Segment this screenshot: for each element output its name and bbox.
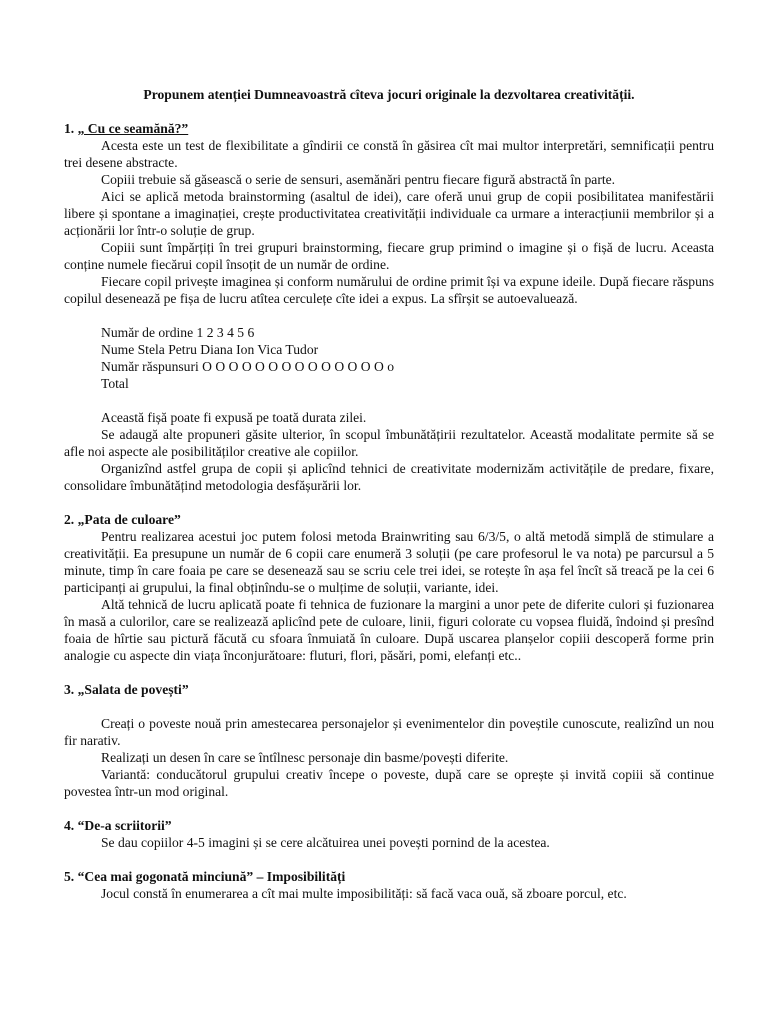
document-title: Propunem atenției Dumneavoastră cîteva jocuri originale la dezvoltarea creativității.: [143, 87, 635, 102]
paragraph: Fiecare copil privește imaginea și conform numărului de ordine primit își va expune ideile. După fiecare răspuns copilul desenează pe fișa de lucru atîtea cerculețe cîte idei a expus. La sfîrșit se autoevaluează.: [64, 274, 714, 306]
section-title: “De-a scriitorii”: [77, 818, 172, 833]
section-title: “Cea mai gogonată minciună” – Imposibilități: [77, 869, 346, 884]
paragraph: Creați o poveste nouă prin amestecarea personajelor și evenimentelor din poveștile cunoscute, realizînd un nou fir narativ.: [64, 716, 714, 748]
section-heading-3: [64, 681, 714, 698]
section-number: 3.: [64, 682, 78, 697]
worksheet-row-total: Total: [101, 376, 129, 391]
section-title: „ Cu ce seamănă?”: [77, 121, 189, 136]
section-number: 4.: [64, 818, 78, 833]
paragraph: Aici se aplică metoda brainstorming (asaltul de idei), care oferă unui grup de copii posibilitatea manifestării libere și spontane a imaginației, crește productivitatea creativității individuale ca urmare a interacțiunii membrilor și a acționării lor într-o soluție de grup.: [64, 189, 714, 238]
section-number: 1.: [64, 121, 78, 136]
document-page: [64, 86, 714, 902]
worksheet-row-order: Număr de ordine 1 2 3 4 5 6: [101, 325, 255, 340]
section-title: „Pata de culoare”: [77, 512, 181, 527]
section-number: 5.: [64, 869, 78, 884]
section-heading-5: [64, 868, 714, 885]
section-number: 2.: [64, 512, 78, 527]
section-heading-4: [64, 817, 714, 834]
section-heading-1: [64, 120, 714, 137]
section-heading-2: [64, 511, 714, 528]
paragraph: Această fișă poate fi expusă pe toată durata zilei.: [101, 410, 367, 425]
paragraph: Pentru realizarea acestui joc putem folosi metoda Brainwriting sau 6/3/5, o altă metodă simplă de stimulare a creativității. Ea presupune un număr de 6 copii care enumeră 3 soluții (pe care profesorul le va nota) pe parcursul a 5 minute, timp în care foaia pe care se desenează sau se scriu cele trei idei, se rotește în așa fel încît să treacă pe la cei 6 participanți ai grupului, la final obținîndu-se o mulțime de soluții, variante, idei.: [64, 529, 714, 595]
paragraph: Copiii trebuie să găsească o serie de sensuri, asemănări pentru fiecare figură abstractă în parte.: [101, 172, 616, 187]
worksheet-row-answers: Număr răspunsuri O O O O O O O O O O O O O O o: [101, 359, 394, 374]
paragraph: Organizînd astfel grupa de copii și aplicînd tehnici de creativitate modernizăm activitățile de predare, fixare, consolidare îmbunătățind metodologia desfășurării lor.: [64, 461, 714, 493]
paragraph: Jocul constă în enumerarea a cît mai multe imposibilități: să facă vaca ouă, să zboare porcul, etc.: [101, 886, 627, 901]
worksheet-table: [101, 324, 714, 392]
paragraph: Se dau copiilor 4-5 imagini și se cere alcătuirea unei povești pornind de la acestea.: [101, 835, 550, 850]
section-title: „Salata de povești”: [77, 682, 189, 697]
paragraph: Se adaugă alte propuneri găsite ulterior, în scopul îmbunătățirii rezultatelor. Această modalitate permite să se afle noi aspecte ale posibilităților creative ale copiilor.: [64, 427, 714, 459]
paragraph: Acesta este un test de flexibilitate a gîndirii ce constă în găsirea cît mai multor interpretări, semnificații pentru trei desene abstracte.: [64, 138, 714, 170]
paragraph: Variantă: conducătorul grupului creativ începe o poveste, după care se oprește și invită copiii să continue povestea într-un mod original.: [64, 767, 714, 799]
worksheet-row-names: Nume Stela Petru Diana Ion Vica Tudor: [101, 342, 319, 357]
paragraph: Altă tehnică de lucru aplicată poate fi tehnica de fuzionare la margini a unor pete de diferite culori și fuzionarea în masă a culorilor, care se realizează aplicînd pete de culoare, linii, figuri colorate cu vopsea fluidă, îndoind și presînd foaia de hîrtie sau pictură făcută cu sfoara înmuiată în culoare. După uscarea planșelor copiii descoperă forme prin analogie cu aspecte din viața înconjurătoare: fluturi, flori, păsări, pomi, elefanți etc..: [64, 597, 714, 663]
paragraph: Realizați un desen în care se întîlnesc personaje din basme/povești diferite.: [101, 750, 509, 765]
paragraph: Copiii sunt împărțiți în trei grupuri brainstorming, fiecare grup primind o imagine și o fișă de lucru. Aceasta conține numele fiecărui copil însoțit de un număr de ordine.: [64, 240, 714, 272]
